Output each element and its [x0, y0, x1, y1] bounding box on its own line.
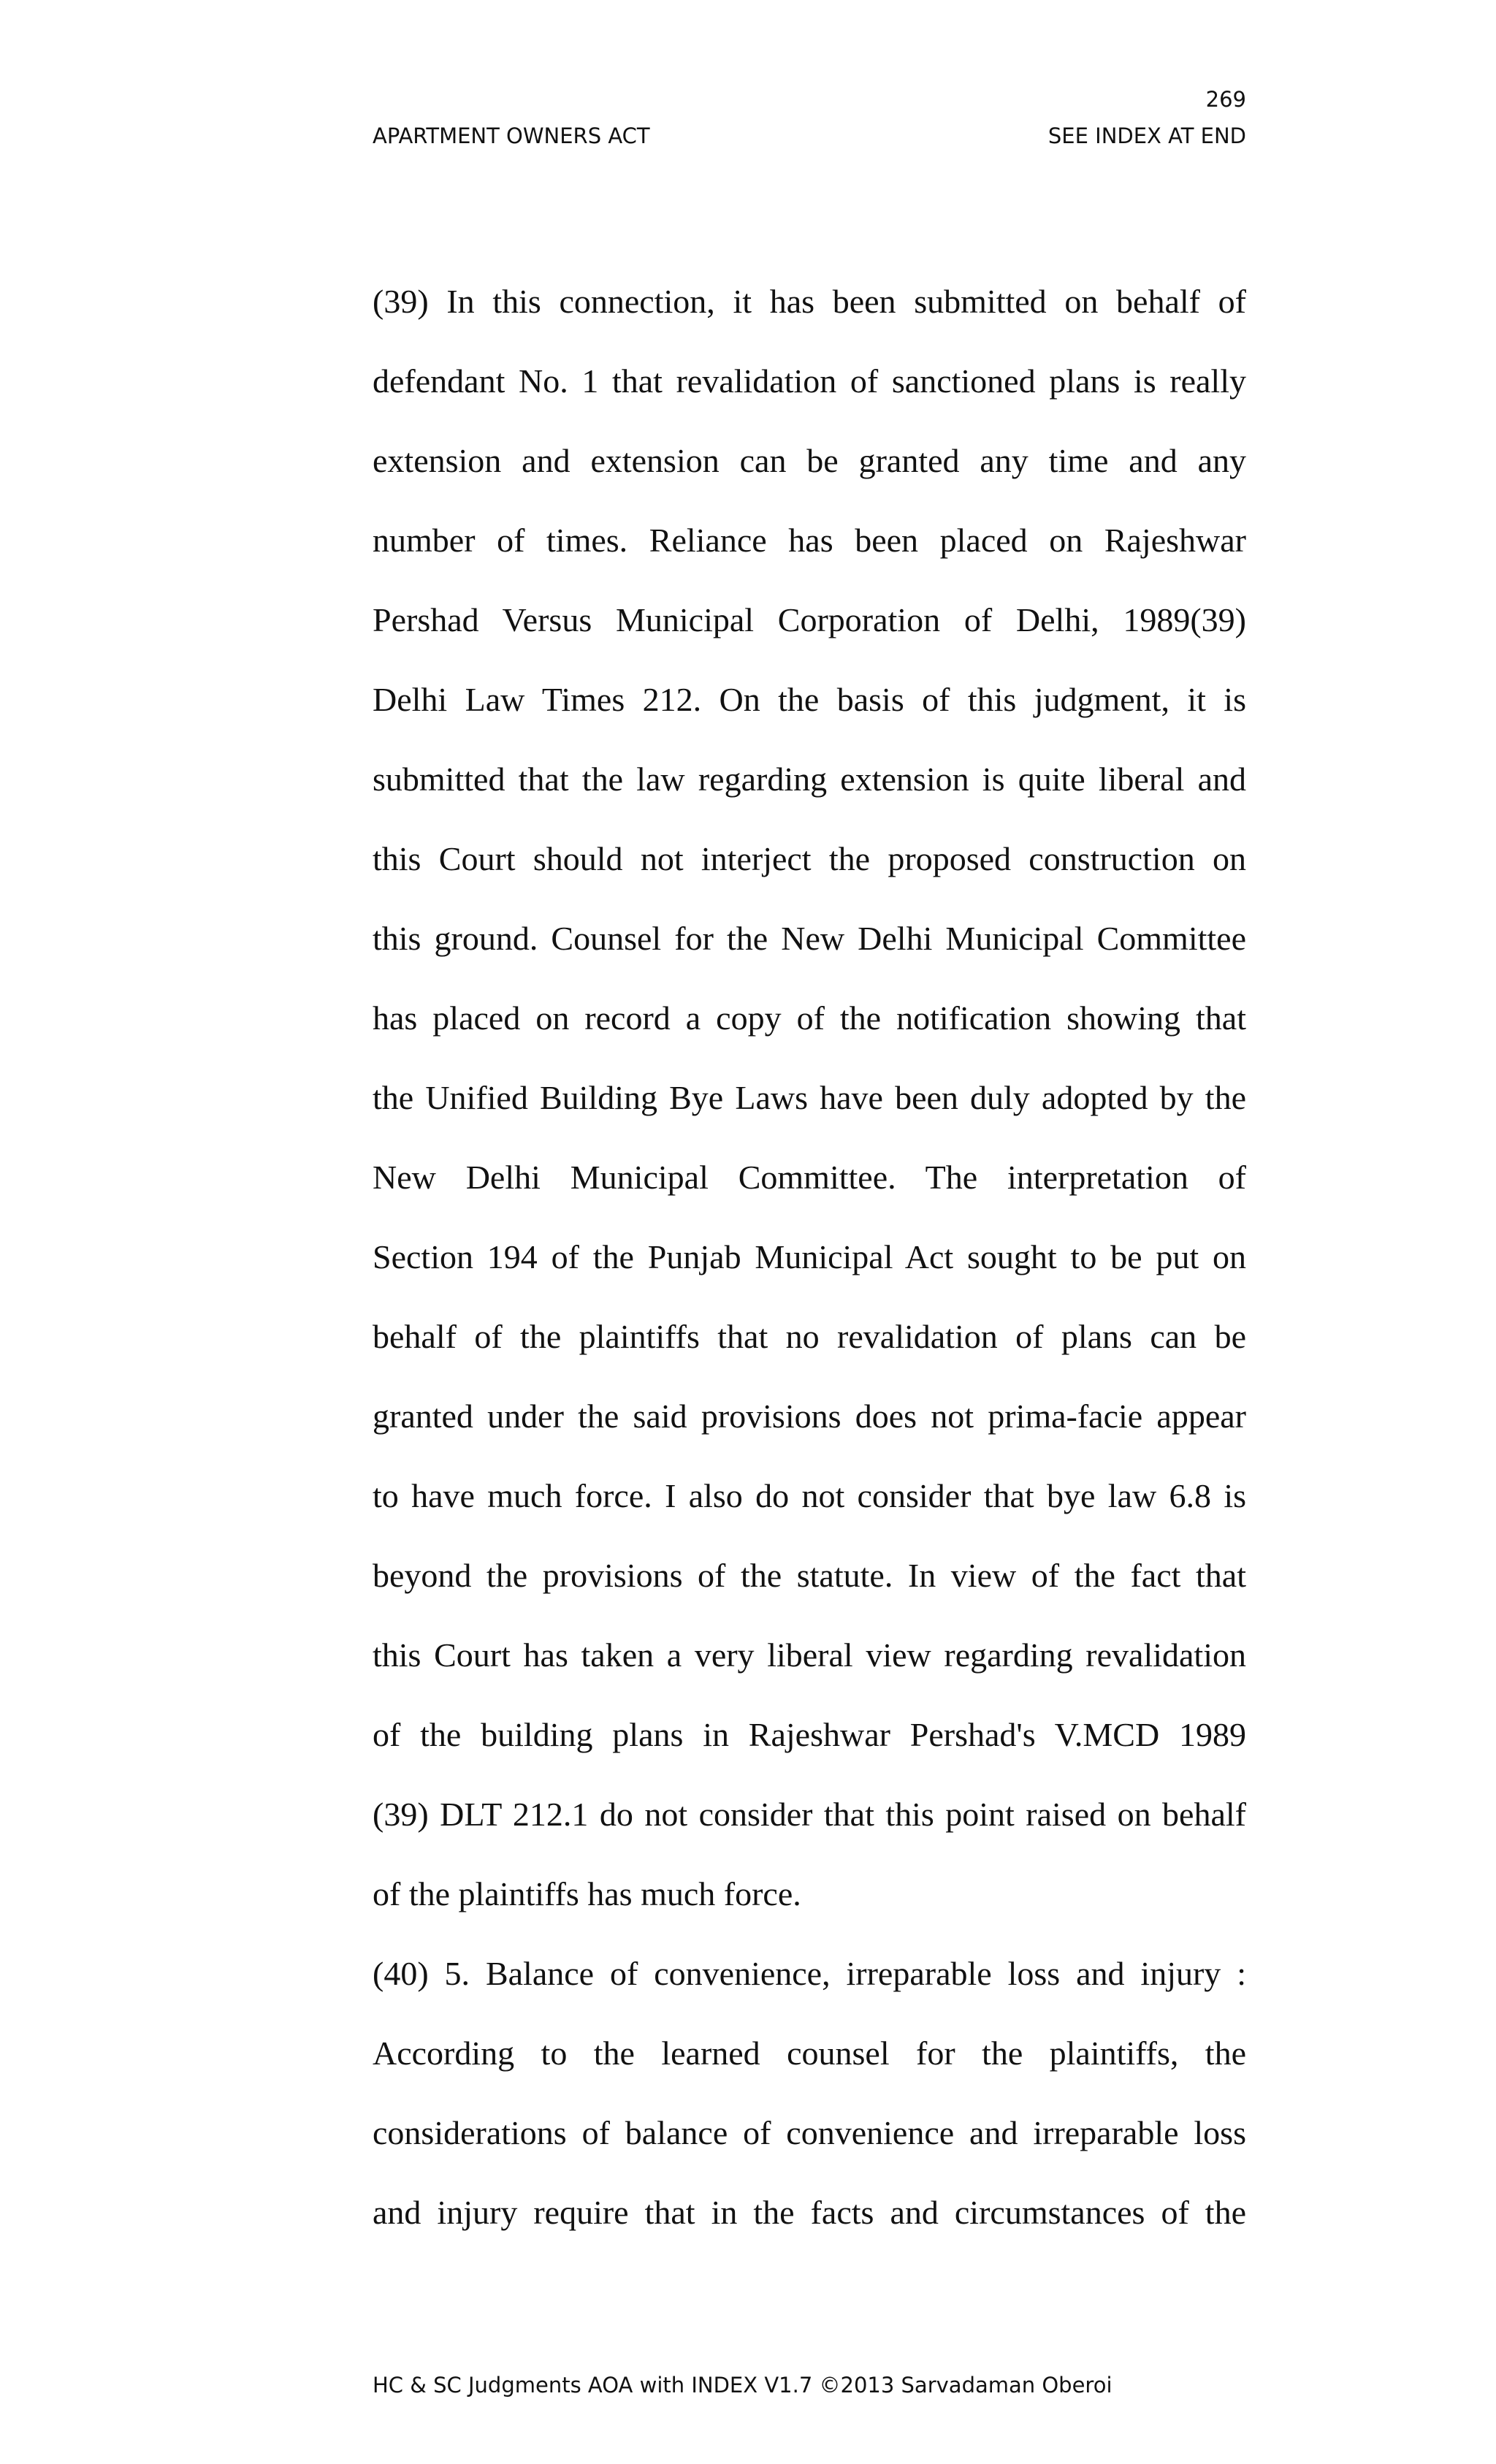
text-line: Pershad Versus Municipal Corporation of Delhi, 1989(39) [373, 601, 1246, 638]
text-line: has placed on record a copy of the notification showing that [373, 999, 1246, 1037]
text-line: this Court should not interject the proposed construction on [373, 840, 1246, 877]
text-line: the Unified Building Bye Laws have been duly adopted by the [373, 1079, 1246, 1116]
text-line: this ground. Counsel for the New Delhi Municipal Committee [373, 920, 1246, 957]
page-footer: HC & SC Judgments AOA with INDEX V1.7 ©2013 Sarvadaman Oberoi [373, 2373, 1113, 2398]
text-line: According to the learned counsel for the plaintiffs, the [373, 2034, 1246, 2072]
text-line: to have much force. I also do not consider that bye law 6.8 is [373, 1477, 1246, 1514]
text-line: number of times. Reliance has been placed on Rajeshwar [373, 522, 1246, 559]
text-line: and injury require that in the facts and circumstances of the [373, 2194, 1246, 2231]
text-line: submitted that the law regarding extension is quite liberal and [373, 760, 1246, 798]
text-line: extension and extension can be granted any time and any [373, 442, 1246, 479]
page-number: 269 [1205, 87, 1246, 112]
text-line: (39) In this connection, it has been submitted on behalf of [373, 283, 1246, 320]
running-header-index-note: SEE INDEX AT END [1047, 123, 1246, 148]
judgment-body-text [373, 262, 1246, 2252]
text-line: this Court has taken a very liberal view regarding revalidation [373, 1636, 1246, 1674]
text-line: defendant No. 1 that revalidation of sanctioned plans is really [373, 362, 1246, 400]
text-line: Delhi Law Times 212. On the basis of this judgment, it is [373, 681, 1246, 718]
text-line: granted under the said provisions does not prima-facie appear [373, 1397, 1246, 1435]
text-line: of the plaintiffs has much force. [373, 1875, 801, 1912]
text-line: considerations of balance of convenience and irreparable loss [373, 2114, 1246, 2151]
text-line: Section 194 of the Punjab Municipal Act sought to be put on [373, 1238, 1246, 1275]
running-header-title: APARTMENT OWNERS ACT [373, 123, 650, 148]
text-line: (40) 5. Balance of convenience, irreparable loss and injury : [373, 1955, 1246, 1992]
text-line: behalf of the plaintiffs that no revalidation of plans can be [373, 1318, 1246, 1355]
text-line: beyond the provisions of the statute. In view of the fact that [373, 1557, 1246, 1594]
text-line: New Delhi Municipal Committee. The interpretation of [373, 1159, 1246, 1196]
text-line: (39) DLT 212.1 do not consider that this point raised on behalf [373, 1796, 1246, 1833]
text-line: of the building plans in Rajeshwar Pershad's V.MCD 1989 [373, 1716, 1246, 1753]
